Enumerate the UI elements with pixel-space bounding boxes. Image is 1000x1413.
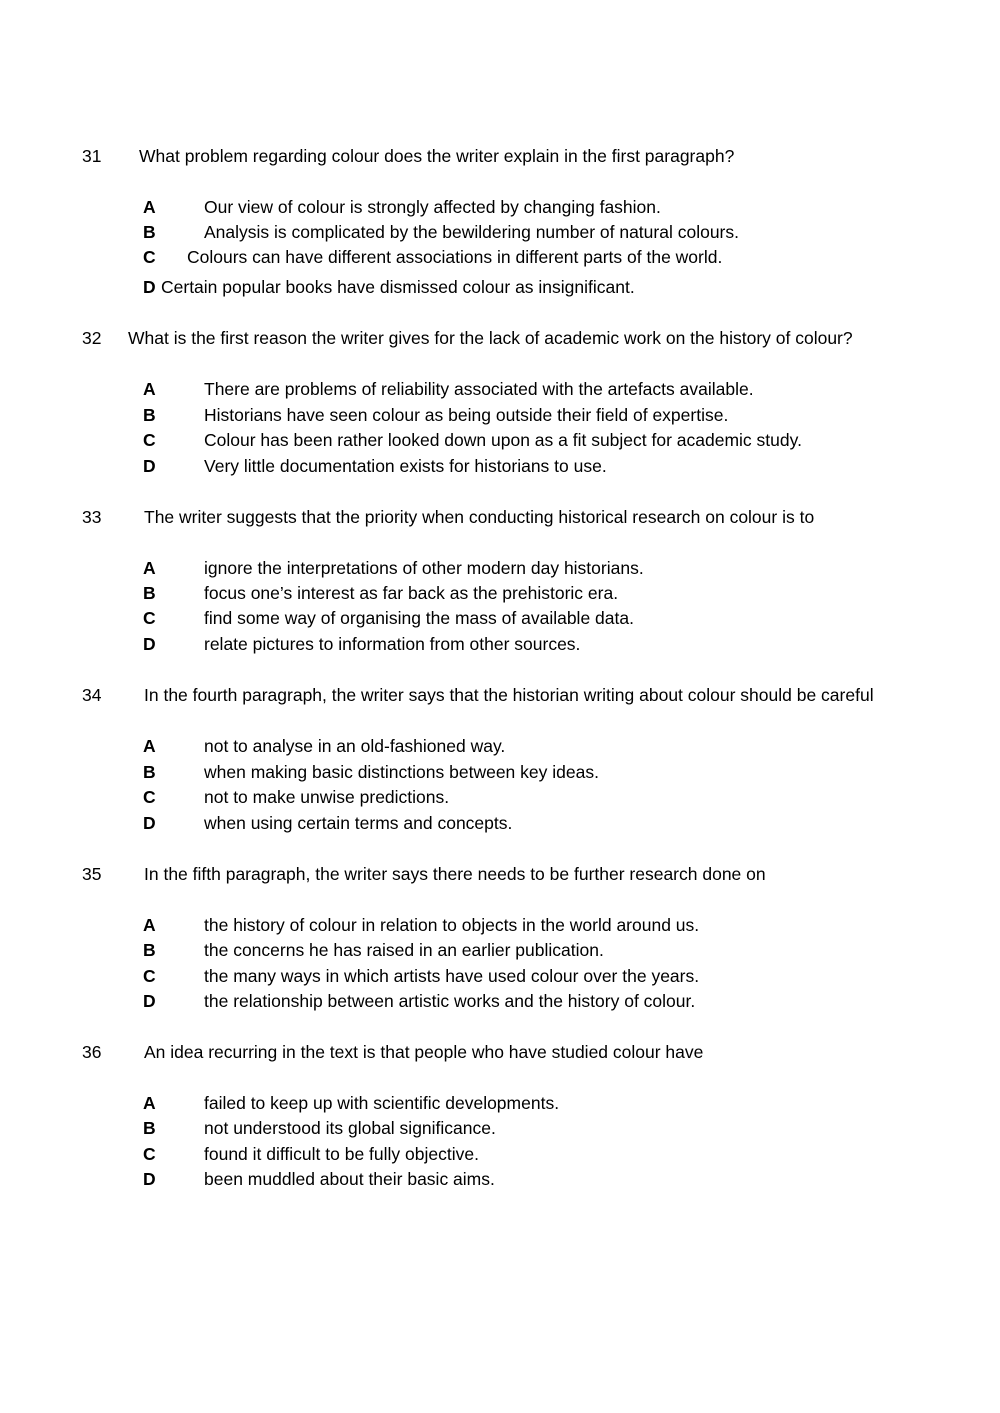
question-text: An idea recurring in the text is that people who have studied colour have	[144, 1042, 704, 1062]
option-letter: D	[143, 456, 156, 476]
option-letter: A	[143, 736, 156, 756]
option-letter: A	[143, 558, 156, 578]
option-text: not to make unwise predictions.	[204, 787, 450, 807]
option-letter: A	[143, 915, 156, 935]
option-letter: D	[143, 634, 156, 654]
option-letter: B	[143, 940, 156, 960]
option-text: found it difficult to be fully objective.	[204, 1144, 479, 1164]
option-letter: C	[143, 247, 156, 267]
option-letter: A	[143, 197, 156, 217]
option-text: Certain popular books have dismissed colour as insignificant.	[161, 277, 635, 297]
option-text: ignore the interpretations of other modern day historians.	[204, 558, 644, 578]
option-letter: C	[143, 787, 156, 807]
option-text: the relationship between artistic works and the history of colour.	[204, 991, 696, 1011]
option-text: relate pictures to information from other sources.	[204, 634, 581, 654]
question-number: 31	[82, 146, 102, 166]
option-text: Colours can have different associations in different parts of the world.	[187, 247, 723, 267]
option-letter: A	[143, 1093, 156, 1113]
option-text: There are problems of reliability associated with the artefacts available.	[204, 379, 754, 399]
option-text: Very little documentation exists for historians to use.	[204, 456, 607, 476]
option-text: when using certain terms and concepts.	[204, 813, 513, 833]
question-number: 35	[82, 864, 102, 884]
question-text: The writer suggests that the priority when conducting historical research on colour is to	[144, 507, 815, 527]
option-letter: D	[143, 277, 156, 297]
option-letter: D	[143, 1169, 156, 1189]
option-text: not understood its global significance.	[204, 1118, 496, 1138]
option-text: failed to keep up with scientific developments.	[204, 1093, 560, 1113]
option-text: focus one’s interest as far back as the prehistoric era.	[204, 583, 619, 603]
question-text: In the fifth paragraph, the writer says there needs to be further research done on	[144, 864, 766, 884]
question-text: In the fourth paragraph, the writer says that the historian writing about colour should be careful	[144, 685, 874, 705]
option-text: the many ways in which artists have used colour over the years.	[204, 966, 700, 986]
option-letter: C	[143, 608, 156, 628]
question-number: 36	[82, 1042, 102, 1062]
option-text: Analysis is complicated by the bewildering number of natural colours.	[204, 222, 739, 242]
option-letter: B	[143, 1118, 156, 1138]
option-text: the history of colour in relation to objects in the world around us.	[204, 915, 700, 935]
option-text: Our view of colour is strongly affected by changing fashion.	[204, 197, 661, 217]
option-letter: C	[143, 966, 156, 986]
option-letter: D	[143, 991, 156, 1011]
option-letter: C	[143, 430, 156, 450]
option-text: Colour has been rather looked down upon as a fit subject for academic study.	[204, 430, 802, 450]
option-letter: B	[143, 583, 156, 603]
option-letter: B	[143, 222, 156, 242]
option-text: Historians have seen colour as being outside their field of expertise.	[204, 405, 729, 425]
question-number: 32	[82, 328, 102, 348]
option-text: been muddled about their basic aims.	[204, 1169, 495, 1189]
option-text: the concerns he has raised in an earlier publication.	[204, 940, 604, 960]
question-text: What is the first reason the writer gives for the lack of academic work on the history of colour?	[128, 328, 853, 348]
option-letter: B	[143, 405, 156, 425]
question-number: 33	[82, 507, 102, 527]
option-letter: B	[143, 762, 156, 782]
option-letter: C	[143, 1144, 156, 1164]
option-text: find some way of organising the mass of available data.	[204, 608, 634, 628]
question-text: What problem regarding colour does the writer explain in the first paragraph?	[139, 146, 735, 166]
option-text: when making basic distinctions between key ideas.	[204, 762, 599, 782]
option-text: not to analyse in an old-fashioned way.	[204, 736, 506, 756]
option-letter: A	[143, 379, 156, 399]
question-number: 34	[82, 685, 102, 705]
option-letter: D	[143, 813, 156, 833]
